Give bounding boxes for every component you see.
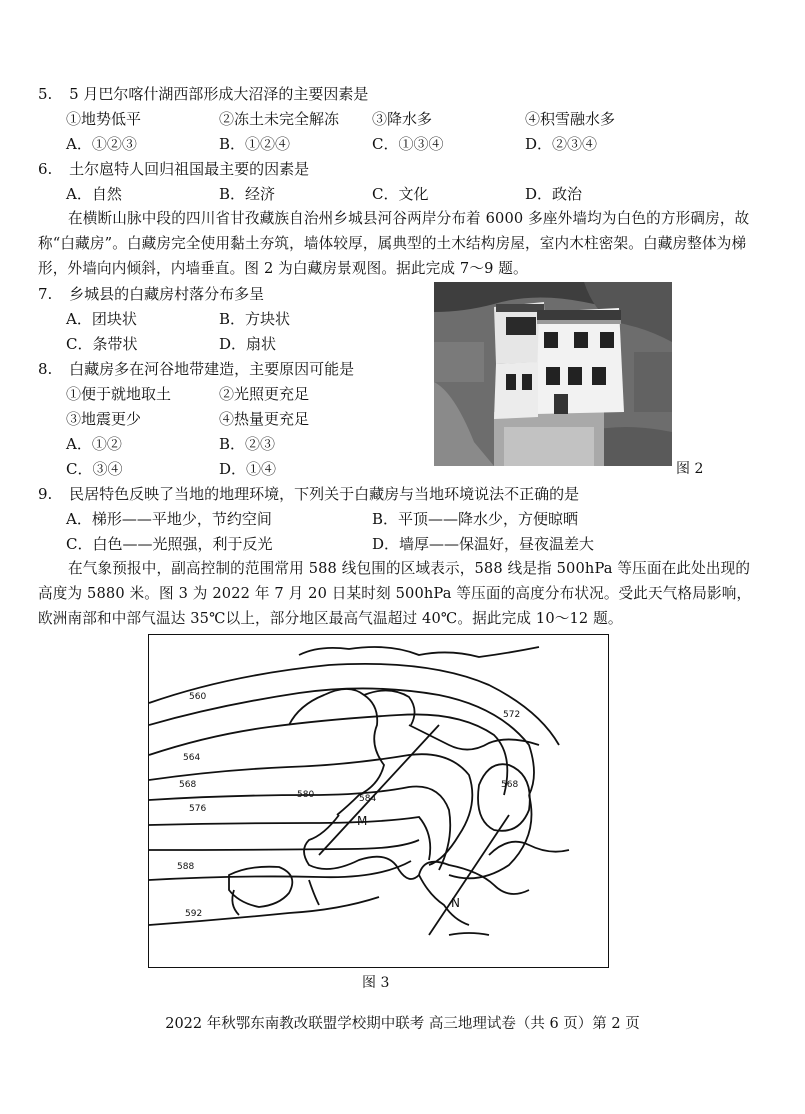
q7-stem (38, 284, 264, 304)
q8-stem (38, 359, 354, 379)
q5-option-3: ③降水多 (372, 110, 433, 128)
q7-text: 乡城县的白藏房村落分布多呈 (69, 285, 265, 303)
q8-choice-d: D．①④ (219, 460, 277, 478)
contour-label-580: 580 (297, 790, 315, 800)
q8-choice-a: A．①② (66, 435, 122, 453)
white-tibetan-house-photo (434, 282, 672, 466)
q6-choice-d: D．政治 (525, 185, 583, 203)
q8-number: 8. (38, 360, 53, 378)
point-label-n: N (451, 896, 460, 910)
contour-label-568: 568 (179, 780, 197, 790)
contour-label-588: 588 (177, 862, 195, 872)
contour-label-592: 592 (185, 909, 203, 919)
q6-number: 6. (38, 160, 53, 178)
q6-choice-b: B．经济 (219, 185, 276, 203)
map-drawing (149, 635, 608, 967)
q5-choice-b: B．①②④ (219, 135, 291, 153)
q8-choice-c: C．③④ (66, 460, 123, 478)
contour-label-564: 564 (183, 753, 201, 763)
point-label-m: M (357, 814, 368, 828)
contour-label-576: 576 (189, 804, 207, 814)
q5-choice-a: A．①②③ (66, 135, 137, 153)
q9-choice-b: B．平顶——降水少，方便晾晒 (372, 510, 579, 528)
q5-text: 5 月巴尔喀什湖西部形成大沼泽的主要因素是 (69, 85, 369, 103)
q8-option-2: ②光照更充足 (219, 385, 310, 403)
figure-3-caption: 图 3 (362, 975, 390, 991)
q7-choice-b: B．方块状 (219, 310, 291, 328)
q8-text: 白藏房多在河谷地带建造，主要原因可能是 (69, 360, 355, 378)
contour-label-560: 560 (189, 692, 207, 702)
q8-option-1: ①便于就地取土 (66, 385, 172, 403)
house-photo-illustration (434, 282, 672, 466)
q7-choice-c: C．条带状 (66, 335, 138, 353)
500hpa-contour-map (148, 634, 609, 968)
q5-option-4: ④积雪融水多 (525, 110, 616, 128)
q5-choice-c: C．①③④ (372, 135, 444, 153)
q6-choice-c: C．文化 (372, 185, 429, 203)
q5-option-1: ①地势低平 (66, 110, 142, 128)
q5-number: 5. (38, 85, 53, 103)
figure-2-caption: 图 2 (676, 461, 704, 477)
q9-number: 9. (38, 485, 53, 503)
q7-choice-d: D．扇状 (219, 335, 277, 353)
q7-choice-a: A．团块状 (66, 310, 137, 328)
passage-subtropical-high: 在气象预报中，副高控制的范围常用 588 线包围的区域表示，588 线是指 500hPa 等压面在此处出现的高度为 5880 米。图 3 为 2022 年 7 月 20 日某时刻 500hPa 等压面的高度分布状况。受此天气格局影响，欧洲南部和中部气温达 35℃以上，部分地区最高气温超过 40℃。据此完成 10～12 题。 (38, 560, 752, 627)
q9-choice-d: D．墙厚——保温好，昼夜温差大 (372, 535, 595, 553)
q6-stem (38, 159, 309, 179)
q7-number: 7. (38, 285, 53, 303)
q5-option-2: ②冻土未完全解冻 (219, 110, 340, 128)
q8-choice-b: B．②③ (219, 435, 276, 453)
q9-choice-a: A．梯形——平地少，节约空间 (66, 510, 272, 528)
contour-label-584: 584 (359, 794, 377, 804)
q9-choice-c: C．白色——光照强，利于反光 (66, 535, 273, 553)
contour-label-568-east: 568 (501, 780, 519, 790)
contour-label-572: 572 (503, 710, 521, 720)
q5-choice-d: D．②③④ (525, 135, 598, 153)
passage-white-tibetan-houses: 在横断山脉中段的四川省甘孜藏族自治州乡城县河谷两岸分布着 6000 多座外墙均为白色的方形碉房，故称“白藏房”。白藏房完全使用黏土夯筑，墙体较厚，属典型的土木结构房屋，室内木柱密架。白藏房整体为梯形，外墙向内倾斜，内墙垂直。图 2 为白藏房景观图。据此完成 7～9 题。 (38, 210, 750, 277)
q6-choice-a: A．自然 (66, 185, 122, 203)
q8-option-4: ④热量更充足 (219, 410, 310, 428)
q6-text: 土尔扈特人回归祖国最主要的因素是 (69, 160, 310, 178)
page-footer: 2022 年秋鄂东南教改联盟学校期中联考 高三地理试卷（共 6 页）第 2 页 (165, 1016, 640, 1032)
q5-stem (38, 84, 368, 104)
q9-text: 民居特色反映了当地的地理环境，下列关于白藏房与当地环境说法不正确的是 (69, 485, 580, 503)
q9-stem (38, 484, 579, 504)
q8-option-3: ③地震更少 (66, 410, 142, 428)
